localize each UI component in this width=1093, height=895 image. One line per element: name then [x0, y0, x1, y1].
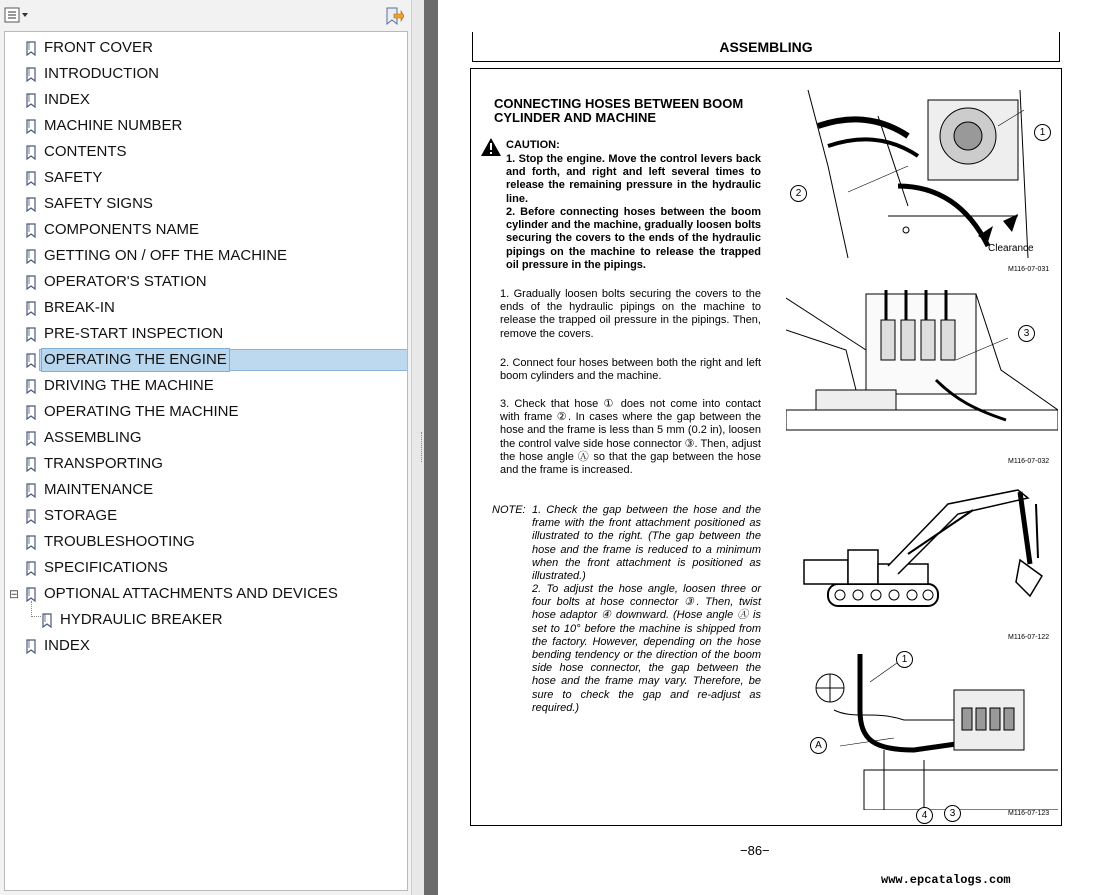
bookmark-label: INDEX [44, 91, 90, 108]
bookmark-icon [41, 613, 54, 628]
bookmark-label: INTRODUCTION [44, 65, 159, 82]
bookmark-label: GETTING ON / OFF THE MACHINE [44, 247, 288, 264]
bookmarks-toolbar [0, 0, 412, 30]
heading-line-1: CONNECTING HOSES BETWEEN BOOM [494, 96, 744, 111]
bookmark-label: FRONT COVER [44, 39, 153, 56]
note-label: NOTE: [492, 504, 526, 516]
bookmark-label: SAFETY [44, 169, 103, 186]
caution-item-1: 1. Stop the engine. Move the control levers back and forth, and right and left several times to release the remaining pressure in the hydraulic line. [506, 153, 761, 205]
bookmark-icon [25, 223, 38, 238]
bookmark-label: MACHINE NUMBER [44, 117, 183, 134]
callout-1: 1 [896, 651, 913, 668]
bookmark-label: DRIVING THE MACHINE [44, 377, 214, 394]
bookmark-label: TROUBLESHOOTING [44, 533, 195, 550]
document-viewer-background [424, 0, 438, 895]
bookmark-icon [25, 483, 38, 498]
bookmark-icon [25, 509, 38, 524]
page-title: ASSEMBLING [472, 32, 1060, 62]
figure-4-illustration [804, 650, 1058, 810]
figure-caption: M116-07-123 [1008, 810, 1050, 817]
figure-caption: M116-07-032 [1008, 458, 1050, 465]
bookmark-label: STORAGE [44, 507, 118, 524]
bookmark-icon [25, 327, 38, 342]
figure-caption: M116-07-122 [1008, 634, 1050, 641]
bookmark-label: BREAK-IN [44, 299, 115, 316]
bookmark-icon [25, 197, 38, 212]
bookmark-item[interactable] [25, 349, 385, 371]
document-page [438, 0, 1093, 895]
clearance-label: Clearance [988, 243, 1034, 254]
bookmark-icon [25, 249, 38, 264]
bookmark-label: OPERATOR'S STATION [44, 273, 207, 290]
step-1: 1. Gradually loosen bolts securing the covers to the ends of the hydraulic pipings on the machine to release the trapped oil pressure in the pipings. Then, remove the covers. [500, 288, 761, 340]
caution-item-2: 2. Before connecting hoses between the boom cylinder and the machine, gradually loosen bolts securing the covers to the ends of the hydraulic pipings on the machine to release the trapped oil pressure in the pipings. [506, 206, 761, 271]
bookmark-icon [25, 145, 38, 160]
figure-caption: M116-07-031 [1008, 266, 1050, 273]
bookmark-label: OPTIONAL ATTACHMENTS AND DEVICES [44, 585, 338, 602]
bookmark-label: COMPONENTS NAME [44, 221, 200, 238]
find-bookmark-icon[interactable] [384, 6, 404, 26]
callout-A: A [810, 737, 827, 754]
bookmark-icon [25, 119, 38, 134]
bookmark-icon [25, 379, 38, 394]
watermark: www.epcatalogs.com [881, 873, 1011, 887]
section-heading [494, 97, 784, 125]
bookmark-icon [25, 353, 38, 368]
tree-connector [31, 601, 41, 617]
figure-2-illustration [786, 290, 1058, 450]
page-number: −86− [740, 843, 770, 858]
bookmark-icon [25, 301, 38, 316]
bookmark-label: SAFETY SIGNS [44, 195, 153, 212]
bookmarks-panel [0, 0, 412, 895]
bookmark-label: CONTENTS [44, 143, 127, 160]
callout-1: 1 [1034, 124, 1051, 141]
note-item-2: 2. To adjust the hose angle, loosen three or four bolts at hose connector ③. Then, twist hose adaptor ④ downward. (Hose angle Ⓐ is set to 10° before the machine is shipped from the factory. However, depending on the hose bending tendency or the direction of the boom side hose connector, the gap between the hose and the frame may vary. Therefore, be sure to check the gap and re-adjust as required.) [532, 583, 761, 714]
bookmark-label: SPECIFICATIONS [44, 559, 168, 576]
step-2: 2. Connect four hoses between both the right and left boom cylinders and the machine. [500, 357, 761, 383]
bookmark-icon [25, 431, 38, 446]
callout-4: 4 [916, 807, 933, 824]
bookmark-icon [25, 457, 38, 472]
bookmark-label: OPERATING THE ENGINE [42, 349, 229, 371]
bookmark-icon [25, 67, 38, 82]
options-icon[interactable] [4, 7, 30, 24]
bookmark-icon [25, 561, 38, 576]
bookmark-icon [25, 405, 38, 420]
collapse-toggle-icon[interactable]: ⊟ [9, 587, 20, 601]
bookmark-label: INDEX [44, 637, 90, 654]
bookmark-icon [25, 93, 38, 108]
bookmark-icon [25, 171, 38, 186]
bookmark-label: PRE-START INSPECTION [44, 325, 224, 342]
bookmark-label: MAINTENANCE [44, 481, 154, 498]
note-item-1: 1. Check the gap between the hose and the frame with the front attachment positioned as illustrated to the right. (The gap between the hose and the frame is reduced to a minimum when the front attachment is positioned as illustrated.) [532, 504, 761, 583]
bookmark-label: HYDRAULIC BREAKER [60, 611, 223, 628]
bookmark-icon [25, 41, 38, 56]
step-3: 3. Check that hose ① does not come into contact with frame ②. In cases where the gap between the hose and the frame is less than 5 mm (0.2 in), loosen the control valve side hose connector ③. Then, adjust the hose angle Ⓐ so that the gap between the hose and the frame is increased. [500, 398, 761, 477]
caution-label: CAUTION: [506, 139, 560, 151]
bookmark-icon [25, 639, 38, 654]
bookmark-icon [25, 587, 38, 602]
bookmark-label: TRANSPORTING [44, 455, 163, 472]
warning-icon [480, 137, 502, 157]
callout-3: 3 [944, 805, 961, 822]
figure-3-excavator [798, 484, 1058, 624]
bookmark-label: ASSEMBLING [44, 429, 142, 446]
callout-3: 3 [1018, 325, 1035, 342]
figure-1-illustration [788, 86, 1058, 258]
heading-line-2: CYLINDER AND MACHINE [494, 110, 657, 125]
callout-2: 2 [790, 185, 807, 202]
bookmark-tree [4, 31, 408, 891]
bookmark-icon [25, 535, 38, 550]
bookmark-label: OPERATING THE MACHINE [44, 403, 239, 420]
bookmark-icon [25, 275, 38, 290]
